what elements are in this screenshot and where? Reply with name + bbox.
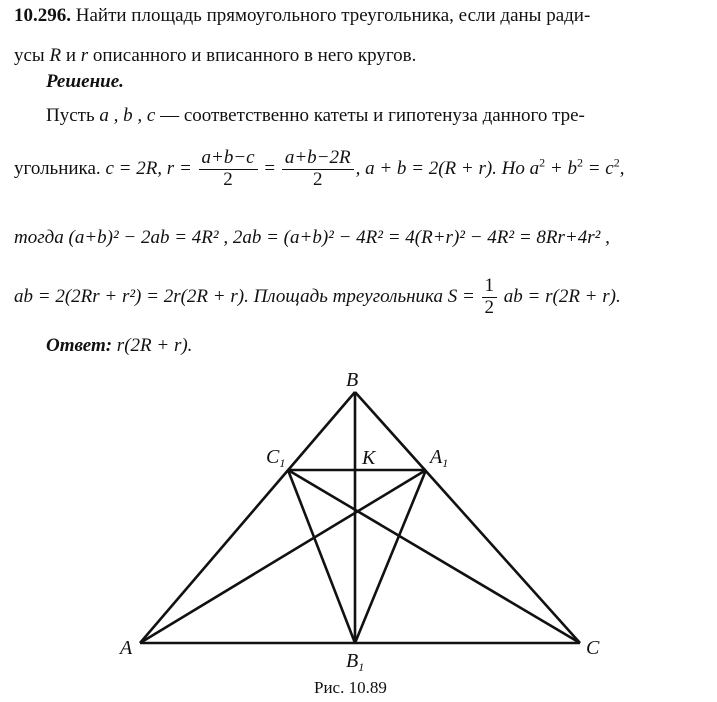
fraction-1-denominator: 2 (223, 168, 233, 190)
side-AB (140, 392, 355, 643)
label-K: K (362, 447, 376, 469)
sup-1: 2 (539, 155, 546, 170)
problem-number: 10.296. (14, 5, 71, 26)
label-B: B (346, 369, 359, 391)
fraction-3-numerator: 1 (482, 276, 498, 298)
fraction-2-numerator: a+b−2R (282, 148, 354, 170)
problem-text-2b: описанного и вписанного в него кругов. (92, 45, 417, 66)
formula-area: ab = r(2R + r). (503, 285, 621, 307)
label-C1: $C_1$ (266, 446, 286, 470)
var-R: R (49, 45, 62, 66)
segment-A1B1 (355, 470, 426, 643)
solution-text-2a: угольника. (14, 157, 101, 179)
formula-c2: = c (582, 157, 614, 179)
formula-c: c = 2R, r = (105, 157, 192, 179)
side-BC (355, 392, 580, 643)
fraction-3-denominator: 2 (484, 296, 495, 318)
sup-2: 2 (576, 155, 583, 170)
fraction-1-numerator: a+b−c (199, 148, 258, 170)
label-A: A (120, 637, 133, 659)
formula-end: , (619, 157, 625, 179)
answer-label: Ответ: (46, 335, 113, 356)
problem-text-1: Найти площадь прямоугольного треугольника, если даны ради- (75, 5, 591, 26)
equals-sign: = (264, 157, 276, 179)
answer-value: r(2R + r). (116, 335, 193, 356)
solution-line-3: тогда (a+b)² − 2ab = 4R² , 2ab = (a+b)² − 4R² = 4(R+r)² − 4R² = 8Rr+4r² , (14, 227, 610, 248)
solution-text-1b: — соответственно катеты и гипотенуза данного тре- (160, 105, 585, 126)
figure-caption: Рис. 10.89 (314, 678, 387, 697)
solution-vars: a , b , c (99, 105, 156, 126)
formula-S: S = (447, 285, 475, 307)
label-B1: $B_1$ (346, 650, 365, 674)
segment-C1B1 (288, 470, 355, 643)
problem-text-2a: усы (14, 45, 45, 66)
formula-ab-line: ab = 2(2Rr + r²) = 2r(2R + r). Площадь треугольника (14, 285, 443, 307)
segment-AA1 (140, 470, 426, 643)
fraction-2-denominator: 2 (312, 168, 323, 190)
label-C: C (586, 637, 600, 659)
solution-heading: Решение. (46, 71, 124, 92)
formula-ab: , a + b = 2(R + r). Но a (355, 157, 540, 179)
label-A1: $A_1$ (430, 446, 449, 470)
var-r: r (80, 45, 89, 66)
segment-CC1 (288, 470, 580, 643)
solution-text-1a: Пусть (46, 105, 95, 126)
sup-3: 2 (613, 155, 620, 170)
problem-text-and: и (65, 45, 76, 66)
formula-b: + b (545, 157, 577, 179)
